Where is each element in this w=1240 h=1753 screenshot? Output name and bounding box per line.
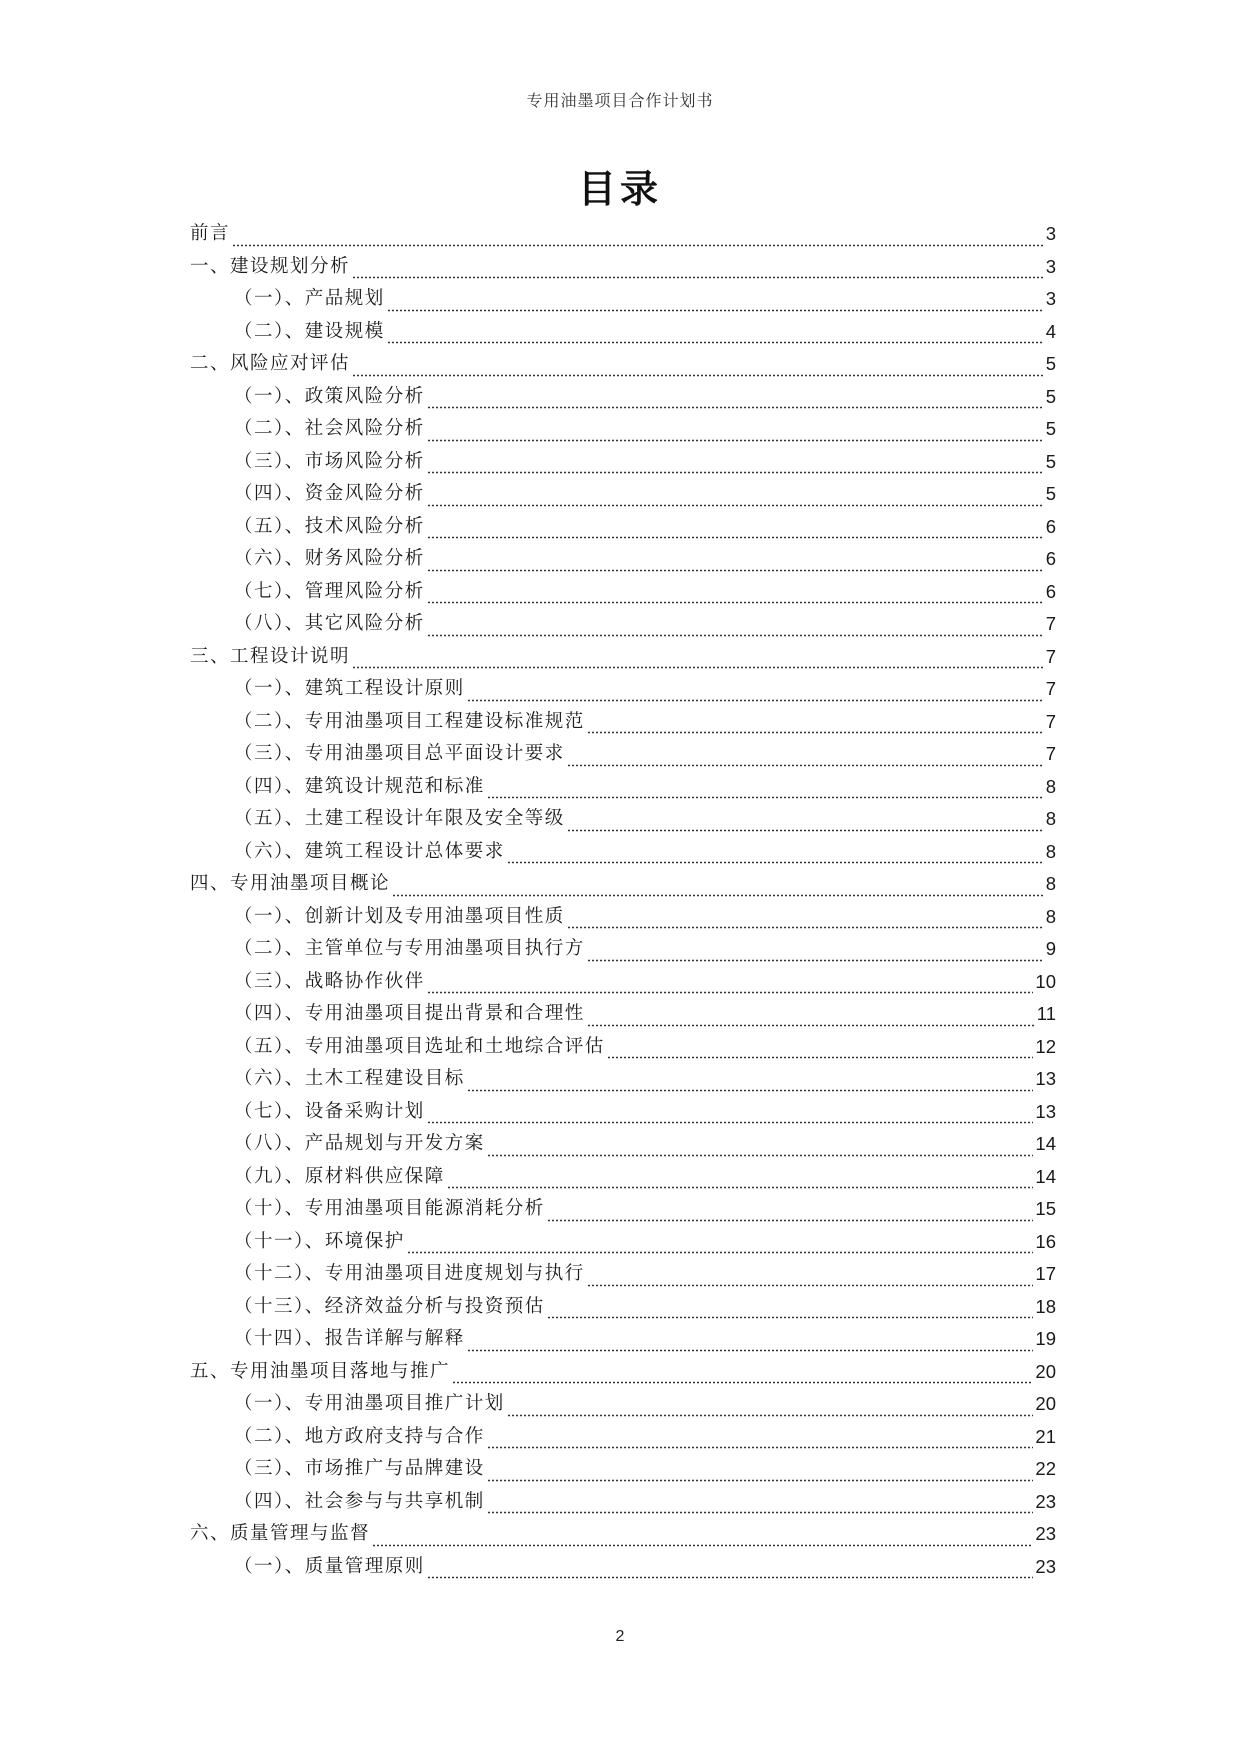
toc-entry-label: （十二）、专用油墨项目进度规划与执行 (234, 1263, 585, 1284)
toc-dot-leader (387, 326, 1044, 345)
toc-entry-label: 一、建设规划分析 (190, 255, 351, 277)
toc-dot-leader (407, 1236, 1034, 1255)
toc-entry[interactable] (190, 1551, 1056, 1584)
toc-dot-leader (507, 846, 1044, 865)
toc-entry[interactable] (190, 771, 1056, 804)
toc-entry-page: 4 (1045, 320, 1056, 342)
toc-dot-leader (467, 1073, 1034, 1092)
toc-entry-page: 22 (1035, 1458, 1056, 1479)
toc-entry[interactable] (190, 1518, 1056, 1551)
toc-entry-page: 16 (1035, 1230, 1056, 1252)
toc-entry-label: （一）、质量管理原则 (234, 1555, 425, 1577)
toc-entry-page: 5 (1045, 353, 1056, 374)
toc-entry-page: 8 (1045, 905, 1056, 927)
toc-entry-label: （十）、专用油墨项目能源消耗分析 (234, 1198, 545, 1219)
toc-dot-leader (587, 1008, 1035, 1027)
toc-entry-page: 8 (1045, 775, 1056, 797)
toc-entry-page: 6 (1045, 515, 1056, 537)
toc-entry[interactable] (190, 1356, 1056, 1389)
toc-entry-page: 5 (1045, 418, 1056, 439)
toc-dot-leader (372, 1528, 1033, 1547)
toc-entry-label: （一）、创新计划及专用油墨项目性质 (234, 905, 565, 927)
toc-dot-leader (487, 1463, 1034, 1482)
toc-dot-leader (427, 1561, 1034, 1580)
toc-entry[interactable] (190, 511, 1056, 544)
toc-entry-label: （二）、建设规模 (234, 320, 385, 342)
toc-entry[interactable] (190, 998, 1056, 1031)
toc-dot-leader (587, 1268, 1034, 1287)
toc-entry-page: 14 (1035, 1133, 1056, 1154)
toc-entry[interactable] (190, 1291, 1056, 1324)
toc-entry-label: （六）、土木工程建设目标 (234, 1068, 465, 1089)
toc-entry-label: 二、风险应对评估 (190, 353, 351, 374)
toc-entry[interactable] (190, 1096, 1056, 1129)
toc-dot-leader (447, 1171, 1034, 1190)
toc-dot-leader (427, 423, 1044, 442)
toc-dot-leader (427, 521, 1044, 540)
toc-entry-page: 13 (1035, 1068, 1056, 1089)
toc-entry-page: 7 (1045, 678, 1056, 699)
toc-entry[interactable] (190, 543, 1056, 576)
toc-entry-label: （七）、管理风险分析 (234, 580, 425, 602)
toc-entry[interactable] (190, 706, 1056, 739)
toc-entry-label: 六、质量管理与监督 (190, 1523, 371, 1544)
toc-entry-label: （三）、战略协作伙伴 (234, 970, 425, 992)
toc-entry-label: （十四）、报告详解与解释 (234, 1328, 465, 1349)
toc-entry[interactable] (190, 413, 1056, 446)
toc-entry-label: （一）、产品规划 (234, 288, 385, 309)
toc-dot-leader (467, 1333, 1034, 1352)
toc-dot-leader (427, 456, 1044, 475)
table-of-contents (190, 218, 1056, 1583)
toc-entry-label: （六）、财务风险分析 (234, 548, 425, 569)
toc-entry-label: （二）、社会风险分析 (234, 418, 425, 439)
toc-dot-leader (352, 651, 1044, 670)
toc-entry[interactable] (190, 1063, 1056, 1096)
toc-entry[interactable] (190, 381, 1056, 414)
toc-entry-label: （三）、市场风险分析 (234, 450, 425, 472)
toc-entry[interactable] (190, 1128, 1056, 1161)
toc-entry-label: （一）、专用油墨项目推广计划 (234, 1393, 505, 1414)
toc-entry-page: 3 (1045, 223, 1056, 244)
page-title: 目录 (577, 167, 662, 211)
toc-entry-page: 6 (1045, 580, 1056, 602)
toc-dot-leader (567, 813, 1044, 832)
toc-entry[interactable] (190, 478, 1056, 511)
toc-entry-page: 8 (1045, 873, 1056, 894)
toc-entry-label: （二）、专用油墨项目工程建设标准规范 (234, 710, 585, 732)
toc-entry[interactable] (190, 608, 1056, 641)
toc-entry-page: 7 (1045, 613, 1056, 634)
toc-entry-label: （五）、土建工程设计年限及安全等级 (234, 808, 565, 829)
toc-dot-leader (452, 1366, 1033, 1385)
toc-entry-label: （一）、政策风险分析 (234, 385, 425, 407)
toc-entry[interactable] (190, 576, 1056, 609)
toc-dot-leader (507, 1398, 1034, 1417)
toc-entry-page: 5 (1045, 385, 1056, 407)
toc-dot-leader (607, 1041, 1034, 1060)
toc-dot-leader (392, 878, 1044, 897)
toc-dot-leader (487, 1138, 1034, 1157)
toc-entry-page: 7 (1045, 710, 1056, 732)
page-number: 2 (615, 1628, 625, 1645)
toc-entry[interactable] (190, 868, 1056, 901)
toc-dot-leader (467, 683, 1044, 702)
toc-entry-label: （六）、建筑工程设计总体要求 (234, 840, 505, 862)
toc-entry-label: （二）、主管单位与专用油墨项目执行方 (234, 938, 585, 959)
toc-entry-page: 20 (1035, 1360, 1056, 1382)
toc-entry[interactable] (190, 1193, 1056, 1226)
toc-dot-leader (232, 228, 1044, 247)
toc-entry-label: （四）、社会参与与共享机制 (234, 1490, 485, 1512)
toc-entry[interactable] (190, 901, 1056, 934)
toc-dot-leader (487, 781, 1044, 800)
toc-entry[interactable] (190, 1421, 1056, 1454)
toc-entry-page: 23 (1035, 1523, 1056, 1544)
toc-entry-page: 13 (1035, 1100, 1056, 1122)
toc-entry[interactable] (190, 1161, 1056, 1194)
toc-entry[interactable] (190, 1226, 1056, 1259)
toc-entry[interactable] (190, 1258, 1056, 1291)
running-header: 专用油墨项目合作计划书 (526, 91, 714, 110)
toc-entry-page: 7 (1045, 645, 1056, 667)
toc-entry-label: （五）、技术风险分析 (234, 515, 425, 537)
toc-entry[interactable] (190, 1031, 1056, 1064)
toc-entry-label: 五、专用油墨项目落地与推广 (190, 1360, 451, 1382)
toc-entry-label: （四）、专用油墨项目提出背景和合理性 (234, 1003, 585, 1024)
toc-entry-label: （二）、地方政府支持与合作 (234, 1425, 485, 1447)
toc-entry[interactable] (190, 738, 1056, 771)
toc-dot-leader (427, 553, 1044, 572)
toc-entry-page: 20 (1035, 1393, 1056, 1414)
toc-dot-leader (387, 293, 1044, 312)
toc-entry-page: 21 (1035, 1425, 1056, 1447)
toc-entry-page: 3 (1045, 255, 1056, 277)
toc-entry-page: 10 (1035, 970, 1056, 992)
toc-entry[interactable] (190, 1486, 1056, 1519)
toc-entry-page: 17 (1035, 1263, 1056, 1284)
toc-dot-leader (567, 748, 1044, 767)
toc-entry[interactable] (190, 348, 1056, 381)
toc-entry-label: （七）、设备采购计划 (234, 1100, 425, 1122)
toc-entry[interactable] (190, 218, 1056, 251)
toc-entry-page: 6 (1045, 548, 1056, 569)
toc-entry-label: （十三）、经济效益分析与投资预估 (234, 1295, 545, 1317)
toc-entry-label: （九）、原材料供应保障 (234, 1165, 445, 1187)
toc-entry-label: （三）、市场推广与品牌建设 (234, 1458, 485, 1479)
toc-entry[interactable] (190, 803, 1056, 836)
toc-entry-label: （八）、产品规划与开发方案 (234, 1133, 485, 1154)
toc-dot-leader (427, 1106, 1034, 1125)
toc-entry[interactable] (190, 1388, 1056, 1421)
toc-dot-leader (427, 391, 1044, 410)
toc-dot-leader (427, 618, 1044, 637)
toc-dot-leader (352, 358, 1044, 377)
toc-dot-leader (427, 586, 1044, 605)
toc-entry-page: 23 (1035, 1555, 1056, 1577)
toc-dot-leader (352, 261, 1044, 280)
toc-entry-page: 7 (1045, 743, 1056, 764)
toc-entry[interactable] (190, 673, 1056, 706)
toc-entry-label: （十一）、环境保护 (234, 1230, 405, 1252)
toc-entry[interactable] (190, 283, 1056, 316)
toc-dot-leader (567, 911, 1044, 930)
toc-entry-label: （一）、建筑工程设计原则 (234, 678, 465, 699)
toc-entry-label: （三）、专用油墨项目总平面设计要求 (234, 743, 565, 764)
toc-entry[interactable] (190, 251, 1056, 284)
toc-entry[interactable] (190, 1323, 1056, 1356)
toc-entry-page: 5 (1045, 483, 1056, 504)
toc-entry-page: 8 (1045, 808, 1056, 829)
toc-dot-leader (427, 488, 1044, 507)
toc-entry-page: 8 (1045, 840, 1056, 862)
toc-entry-label: （八）、其它风险分析 (234, 613, 425, 634)
toc-dot-leader (547, 1203, 1034, 1222)
toc-entry-label: 三、工程设计说明 (190, 645, 351, 667)
toc-dot-leader (487, 1496, 1034, 1515)
toc-entry-page: 15 (1035, 1198, 1056, 1219)
toc-entry-page: 5 (1045, 450, 1056, 472)
toc-entry-page: 19 (1035, 1328, 1056, 1349)
toc-dot-leader (427, 976, 1034, 995)
toc-dot-leader (487, 1431, 1034, 1450)
toc-dot-leader (587, 943, 1044, 962)
toc-dot-leader (547, 1301, 1034, 1320)
toc-entry-page: 14 (1035, 1165, 1056, 1187)
toc-entry-page: 3 (1045, 288, 1056, 309)
toc-entry[interactable] (190, 446, 1056, 479)
toc-entry-label: （四）、建筑设计规范和标准 (234, 775, 485, 797)
toc-entry-page: 23 (1035, 1490, 1056, 1512)
toc-dot-leader (587, 716, 1044, 735)
toc-entry[interactable] (190, 836, 1056, 869)
toc-entry[interactable] (190, 966, 1056, 999)
toc-entry[interactable] (190, 933, 1056, 966)
toc-entry-page: 9 (1045, 938, 1056, 959)
toc-entry[interactable] (190, 1453, 1056, 1486)
toc-entry-page: 12 (1035, 1035, 1056, 1057)
toc-entry-page: 18 (1035, 1295, 1056, 1317)
toc-entry-label: 四、专用油墨项目概论 (190, 873, 391, 894)
toc-entry-label: （五）、专用油墨项目选址和土地综合评估 (234, 1035, 605, 1057)
toc-entry-label: 前言 (190, 223, 231, 244)
toc-entry-label: （四）、资金风险分析 (234, 483, 425, 504)
toc-entry[interactable] (190, 641, 1056, 674)
toc-entry[interactable] (190, 316, 1056, 349)
toc-entry-page: 11 (1036, 1003, 1056, 1024)
